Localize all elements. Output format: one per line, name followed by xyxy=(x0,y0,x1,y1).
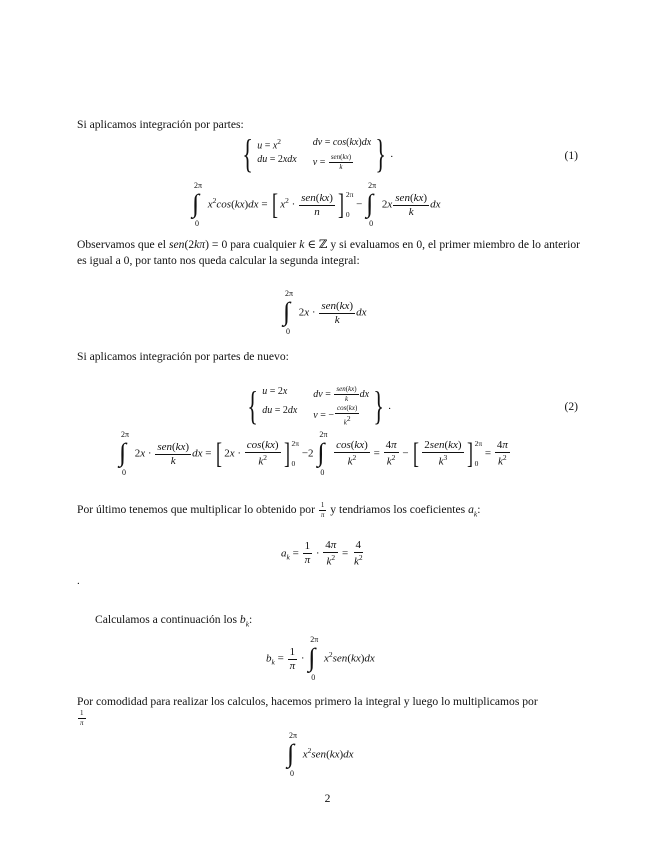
equation-ak: $a_k$ = $\frac{1}{\pi}$ · $\frac{4\pi}{k^2}$ = $\frac{4}{k^2}$ xyxy=(281,539,363,568)
p4-text-a: Por último tenemos que multiplicar lo obtenido por xyxy=(77,503,318,517)
system-2-grid xyxy=(262,386,369,426)
p5-text-a: Calculamos a continuación los xyxy=(95,613,240,626)
equation-parts-1: 2π ∫ 0 $x^2\cos(kx)dx$ = [ $x^2$ · $\frac{\text{sen(kx)}}{n}$ ] 2π 0 − 2π ∫ 0 2x $\frac{\text{sen(kx)}}{k}$ dx xyxy=(192,181,441,228)
sys2-du: du = 2dx xyxy=(262,405,298,416)
p2-text-b: para cualquier xyxy=(227,238,300,251)
equation-number-2: (2) xyxy=(564,400,578,413)
equation-parts-2: 2π ∫ 0 2x · $\frac{\text{sen(kx)}}{k}$ dx = [ 2x · $\frac{\cos(kx)}{k^2}$ ] 2π 0 −2 2π ∫ 0 $\frac{\cos(kx)}{k^2}$ = $\frac{4\pi}{k^2}$ − [ $\frac{\text{2sen(kx)}}{k^3}$ ] 2π 0 = $\frac{4\pi}{k^2}$ xyxy=(119,430,508,477)
sys1-dv: dv = cos(kx)dx xyxy=(312,137,372,149)
right-brace: } xyxy=(375,131,387,176)
p6-text: Por comodidad para realizar los calculos, hacemos primero la integral y luego lo multiplicamos por xyxy=(77,695,538,708)
equation-system-2: { u = 2x dv = $\frac{\text{sen(kx)}}{k}$ dx du = 2dx v = − $\frac{\cos(kx)}{k2}$ } . xyxy=(247,383,392,429)
stray-dot: . xyxy=(77,575,80,587)
sys2-v: v = − $\frac{\cos(kx)}{k2}$ xyxy=(313,404,358,427)
right-brace-2: } xyxy=(373,383,384,429)
sys1-du: du = 2xdx xyxy=(257,153,297,165)
sys2-dv: dv = $\frac{\text{sen(kx)}}{k}$ dx xyxy=(313,385,370,403)
equation-system-1: { $u = x^2$ dv = cos(kx)dx du = 2xdx v = $\frac{\text{sen(kx)}}{k}$ } . xyxy=(242,131,394,176)
equation-second-integral: 2π ∫ 0 2x · $\frac{\text{sen(kx)}}{k}$ dx xyxy=(283,289,367,336)
page-number: 2 xyxy=(324,792,331,805)
system-1-grid xyxy=(257,137,371,170)
p4-text-b: y tendriamos los coeficientes xyxy=(327,503,469,517)
sys2-u: u = 2x xyxy=(262,386,288,397)
paragraph-1: Si aplicamos integración por partes: xyxy=(77,118,244,131)
sys1-u: $u = x^2$ xyxy=(257,137,282,152)
paragraph-4: Por último tenemos que multiplicar lo obtenido por $\frac{1}{\pi}$ y tendriamos los coeficientes $a_k$: xyxy=(77,501,481,519)
p2-text-c: y si evaluamos en 0, el primer miembro de lo anterior es igual a 0, por tanto nos queda calcular la segunda integral: xyxy=(77,238,580,267)
left-brace: { xyxy=(242,131,253,176)
paragraph-6: Por comodidad para realizar los calculos, hacemos primero la integral y luego lo multiplicamos por $\frac{1}{\pi}$ xyxy=(77,695,538,727)
paragraph-2: Observamos que el sen(2kπ) = 0 para cualquier k ∈ ℤ y si evaluamos en 0, el primer miembro de lo anterior es igual a 0, por tanto nos queda calcular la segunda integral: xyxy=(77,238,580,267)
equation-number-1: (1) xyxy=(564,149,578,162)
paragraph-3: Si aplicamos integración por partes de nuevo: xyxy=(77,350,289,363)
left-brace-2: { xyxy=(247,383,258,429)
equation-last-integral: 2π ∫ 0 $x^2sen(kx)dx$ xyxy=(287,731,354,778)
equation-bk: $b_k$ = $\frac{1}{\pi}$ · 2π ∫ 0 $x^2sen(kx)dx$ xyxy=(266,635,375,682)
p2-text-a: Observamos que el xyxy=(77,238,169,251)
paragraph-5: Calculamos a continuación los $b_k$: xyxy=(95,613,253,629)
sys1-v: v = $\frac{\text{sen(kx)}}{k}$ xyxy=(312,152,352,171)
